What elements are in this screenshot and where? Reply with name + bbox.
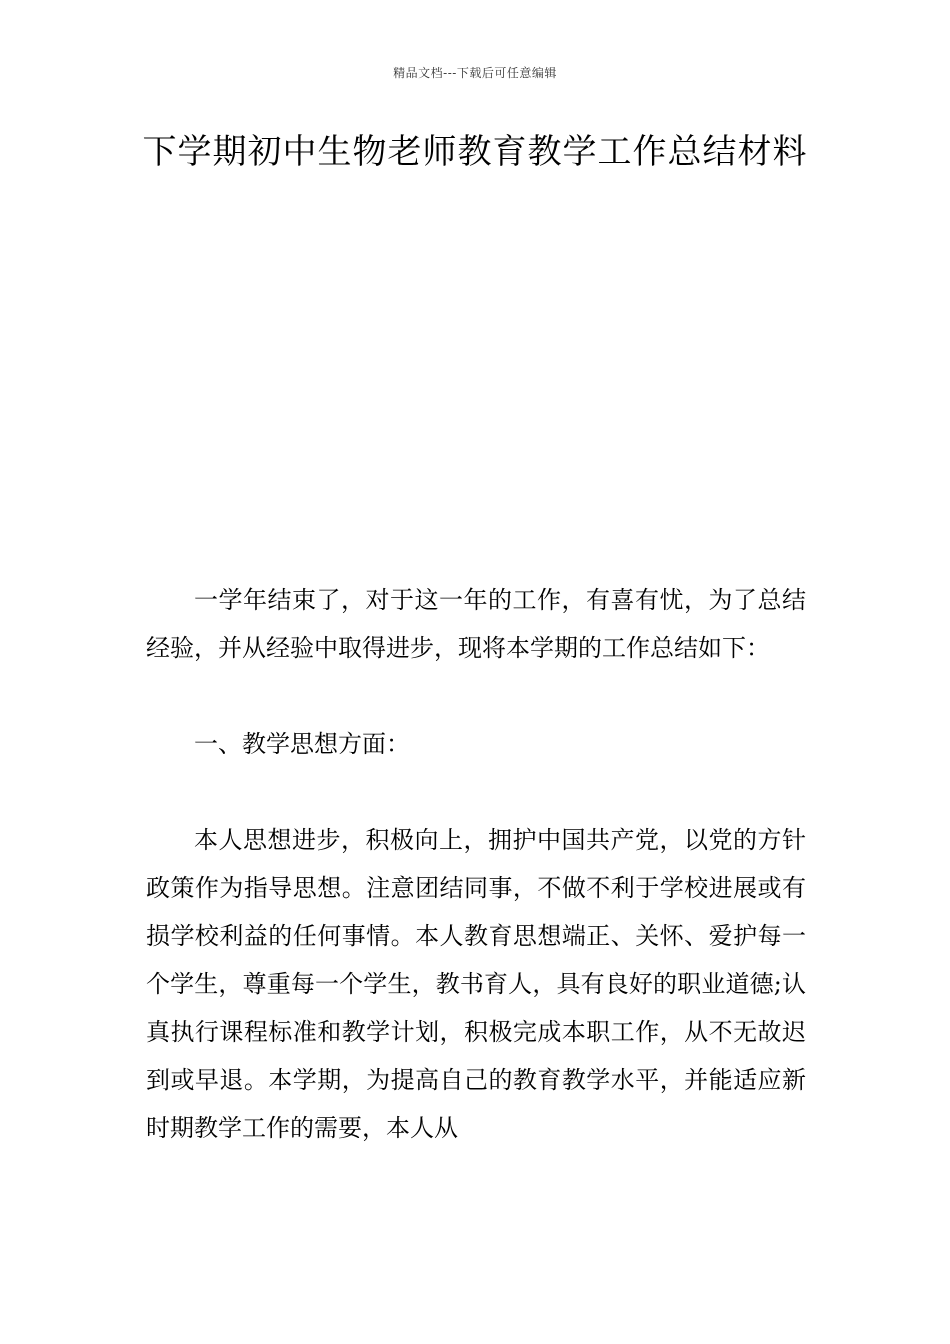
body-paragraph: 本人思想进步，积极向上，拥护中国共产党，以党的方针政策作为指导思想。注意团结同事，不做不利于学校进展或有损学校利益的任何事情。本人教育思想端正、关怀、爱护每一个学生，尊重每一个学生，教书育人，具有良好的职业道德;认真执行课程标准和教学计划，积极完成本职工作，从不无故迟到或早退。本学期，为提高自己的教育教学水平，并能适应新时期教学工作的需要，本人从 bbox=[146, 826, 806, 1142]
section-heading: 一、教学思想方面： bbox=[194, 730, 410, 758]
document-title: 下学期初中生物老师教育教学工作总结材料 bbox=[142, 132, 808, 172]
paragraph-gap bbox=[146, 768, 806, 816]
paragraph-gap bbox=[146, 672, 806, 720]
document-body bbox=[146, 576, 806, 1152]
intro-paragraph: 一学年结束了，对于这一年的工作，有喜有忧，为了总结经验，并从经验中取得进步，现将本学期的工作总结如下： bbox=[146, 586, 806, 662]
header-note: 精品文档---下载后可任意编辑 bbox=[393, 66, 557, 80]
